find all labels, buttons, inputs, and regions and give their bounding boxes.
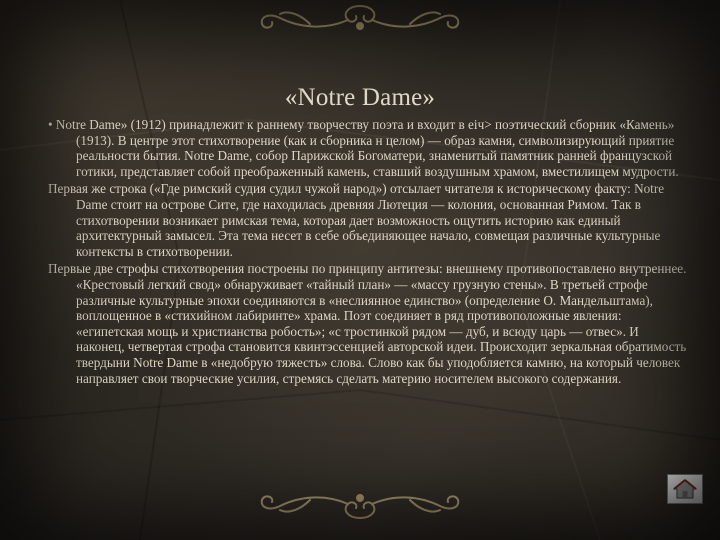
home-button[interactable]	[667, 474, 703, 504]
paragraph-antithesis: Первые две строфы стихотворения построены по принципу антитезы: внешнему противопоставлено внутреннее. «Крестовый легкий свод» обнаруживает «тайный план» — «массу грузную стены». В третьей строфе различные культурные эпохи соединяются в «неслиянное единство» (определение О. Мандельштама), воплощенное в «стихийном лабиринте» храма. Поэт соединяет в ряд противоположные явления: «египетская мощь и христианства робость»; «с тростинкой рядом — дуб, и всюду царь — отвес». И наконец, четвертая строфа становится квинтэссенцией авторской идеи. Происходит зеркальная обратимость твердыни Notre Dame в «недобрую тяжесть» слова. Слово как бы уподобляется камню, на который человек направляет свои творческие усилия, стремясь сделать материю носителем высокого содержания.	[48, 261, 687, 386]
ornament-flourish-icon	[230, 484, 490, 524]
ornament-flourish-icon	[230, 0, 490, 40]
slide-body	[48, 117, 688, 388]
slide-title: «Notre Dame»	[284, 84, 436, 111]
paragraph-intro: • Notre Dame» (1912) принадлежит к раннему творчеству поэта и входит в еіч> поэтический сборник «Камень» (1913). В центре этот стихотворение (как и сборника н целом) — образ камня, символизирующий приятие реальности бытия. Notre Dame, собор Парижской Богоматери, знаменитый памятник ранней французской готики, представляет собой преображенный камень, ставший воздушным храмом, вместилищем мудрости.	[48, 117, 679, 179]
home-icon	[672, 478, 698, 500]
paragraph-roman-theme: Первая же строка («Где римский судия судил чужой народ») отсылает читателя к историческому факту: Notre Dame стоит на острове Сите, где находилась древняя Лютеция — колония, основанная Римом. Так в стихотворении возникает римская тема, которая дает возможность ощутить историю как единый архитектурный замысел. Эта тема несет в себе объединяющее начало, совмещая различные культурные контексты в стихотворении.	[48, 181, 665, 259]
